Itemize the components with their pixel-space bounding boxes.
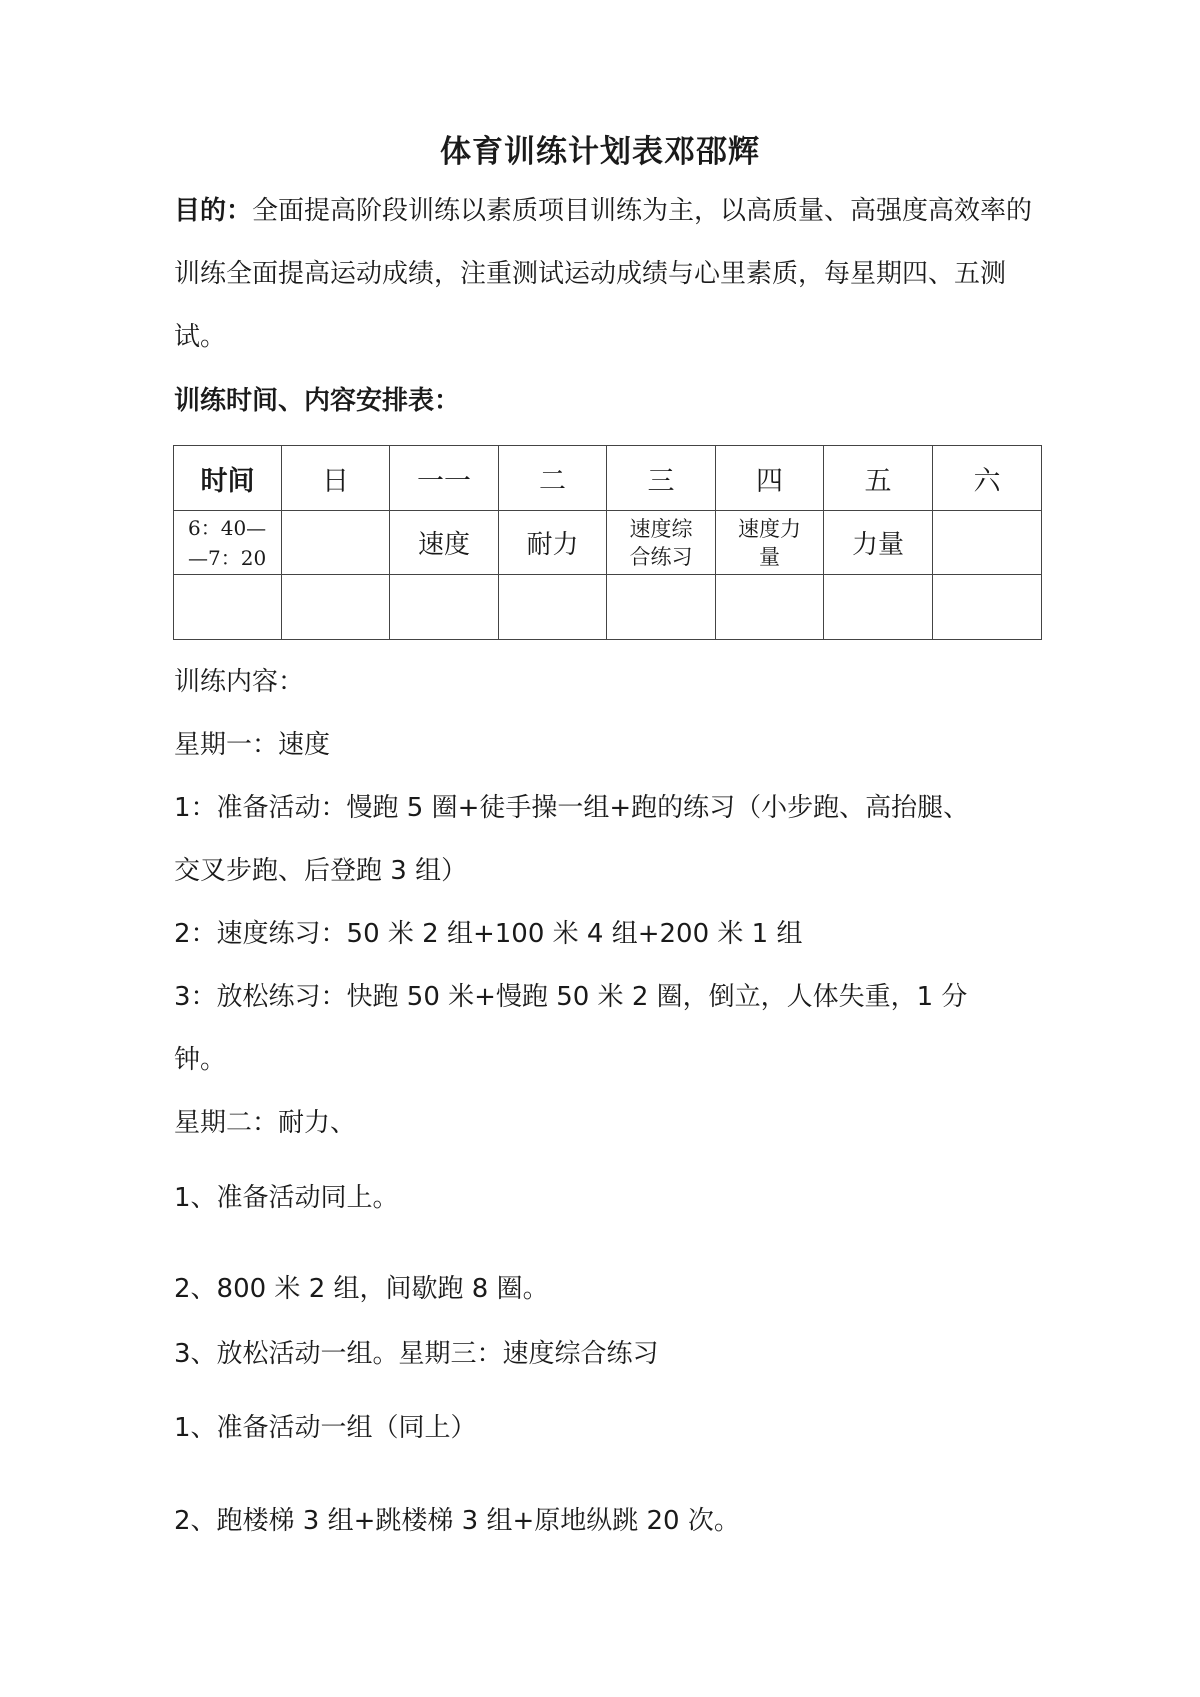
cell-thursday (716, 511, 824, 575)
monday-item-1-line-1: 1：准备活动：慢跑 5 圈+徒手操一组+跑的练习（小步跑、高抬腿、 (174, 793, 970, 823)
cell-monday: 速度 (390, 511, 499, 575)
schedule-table (173, 445, 1042, 640)
monday-item-1-line-2: 交叉步跑、后登跑 3 组） (174, 856, 468, 886)
cell-time (174, 511, 282, 575)
purpose-label: 目的： (174, 196, 253, 226)
monday-item-2: 2：速度练习：50 米 2 组+100 米 4 组+200 米 1 组 (174, 919, 803, 949)
tuesday-item-3-and-wednesday-heading: 3、放松活动一组。星期三：速度综合练习 (174, 1339, 659, 1369)
training-content-heading: 训练内容： (174, 667, 305, 697)
empty-cell (499, 575, 607, 640)
wednesday-line-1: 速度综 (629, 516, 693, 541)
empty-cell (933, 575, 1042, 640)
purpose-text: 全面提高阶段训练以素质项目训练为主，以高质量、高强度高效率的训练全面提高运动成绩，注重测试运动成绩与心里素质，每星期四、五测试。 (174, 196, 1033, 352)
table-header-row (174, 446, 1042, 511)
purpose-paragraph (174, 180, 1044, 369)
header-cell-saturday: 六 (933, 446, 1042, 511)
cell-sunday (282, 511, 390, 575)
monday-heading: 星期一：速度 (174, 730, 331, 760)
empty-cell (716, 575, 824, 640)
header-cell-tuesday: 二 (499, 446, 607, 511)
header-cell-wednesday: 三 (607, 446, 716, 511)
document-title: 体育训练计划表邓邵辉 (440, 134, 760, 170)
monday-item-3-line-2: 钟。 (174, 1045, 227, 1075)
empty-cell (390, 575, 499, 640)
time-start: 6：40— (188, 515, 267, 540)
header-cell-sunday: 日 (282, 446, 390, 511)
thursday-line-1: 速度力 (738, 516, 801, 541)
cell-tuesday: 耐力 (499, 511, 607, 575)
header-cell-thursday: 四 (716, 446, 824, 511)
cell-saturday (933, 511, 1042, 575)
empty-cell (282, 575, 390, 640)
wednesday-item-1: 1、准备活动一组（同上） (174, 1413, 477, 1443)
header-cell-monday: 一一 (390, 446, 499, 511)
wednesday-item-2: 2、跑楼梯 3 组+跳楼梯 3 组+原地纵跳 20 次。 (174, 1506, 740, 1536)
schedule-heading: 训练时间、内容安排表： (174, 386, 461, 416)
header-cell-time: 时间 (174, 446, 282, 511)
thursday-line-2: 量 (759, 544, 780, 569)
empty-cell (824, 575, 933, 640)
empty-cell (607, 575, 716, 640)
tuesday-heading: 星期二：耐力、 (174, 1108, 357, 1138)
table-row-empty (174, 575, 1042, 640)
time-end: —7：20 (188, 545, 267, 570)
cell-wednesday (607, 511, 716, 575)
tuesday-item-2: 2、800 米 2 组，间歇跑 8 圈。 (174, 1274, 549, 1304)
cell-friday: 力量 (824, 511, 933, 575)
wednesday-line-2: 合练习 (629, 544, 693, 569)
monday-item-3-line-1: 3：放松练习：快跑 50 米+慢跑 50 米 2 圈，倒立，人体失重，1 分 (174, 982, 968, 1012)
table-row (174, 511, 1042, 575)
tuesday-item-1: 1、准备活动同上。 (174, 1183, 399, 1213)
header-cell-friday: 五 (824, 446, 933, 511)
empty-cell (174, 575, 282, 640)
